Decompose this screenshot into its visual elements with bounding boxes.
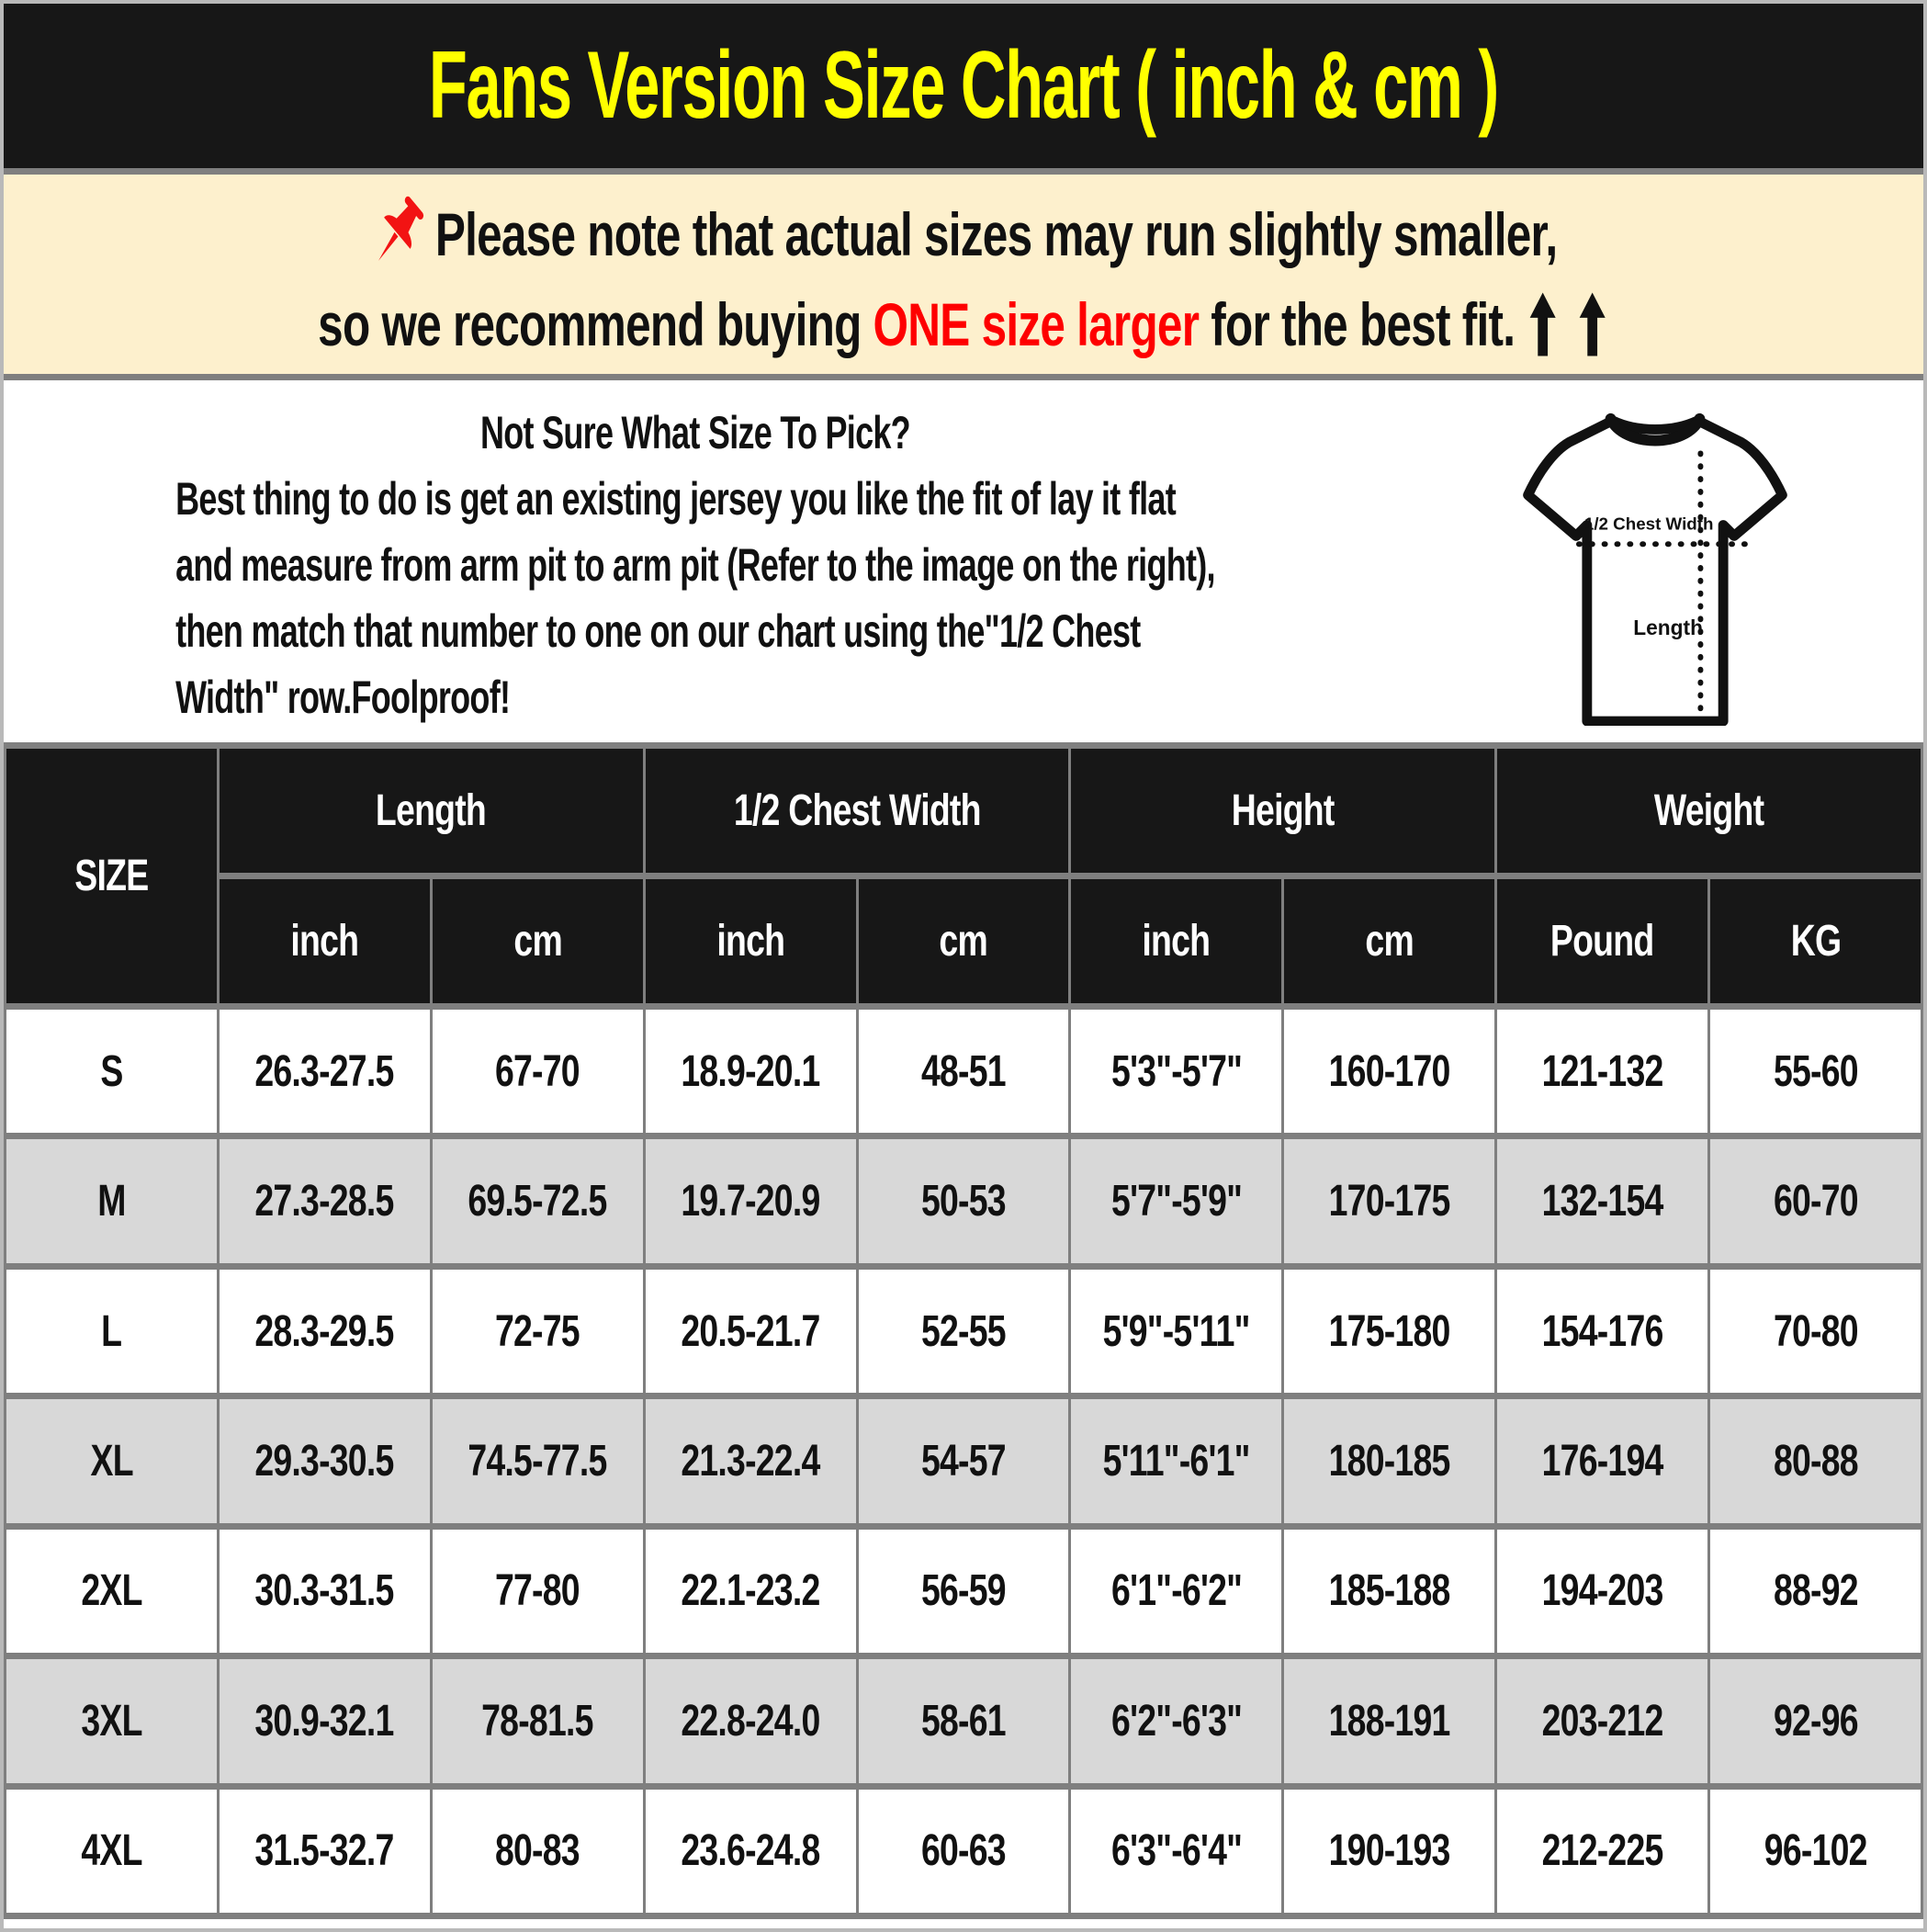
value-cell: 20.5-21.7: [644, 1266, 857, 1395]
value-cell: 31.5-32.7: [218, 1786, 431, 1915]
subcol-weight-pound: Pound: [1496, 876, 1709, 1007]
up-arrow-icon: [1577, 286, 1609, 363]
value-cell: 5'11"-6'1": [1070, 1396, 1283, 1526]
value-cell: 72-75: [431, 1266, 644, 1395]
value-cell: 54-57: [857, 1396, 1070, 1526]
value-cell: 56-59: [857, 1526, 1070, 1655]
guide-heading: Not Sure What Size To Pick?: [479, 407, 910, 458]
value-cell: 60-63: [857, 1786, 1070, 1915]
value-cell: 55-60: [1709, 1007, 1922, 1136]
value-cell: 203-212: [1496, 1656, 1709, 1786]
value-cell: 154-176: [1496, 1266, 1709, 1395]
chest-width-label: 1/2 Chest Width: [1583, 514, 1713, 534]
value-cell: 188-191: [1283, 1656, 1496, 1786]
value-cell: 48-51: [857, 1007, 1070, 1136]
value-cell: 160-170: [1283, 1007, 1496, 1136]
value-cell: 18.9-20.1: [644, 1007, 857, 1136]
guide-line: Best thing to do is get an existing jersey you like the fit of lay it flat: [175, 473, 1176, 525]
up-arrow-icon: [1527, 286, 1560, 363]
value-cell: 176-194: [1496, 1396, 1709, 1526]
value-cell: 22.8-24.0: [644, 1656, 857, 1786]
value-cell: 27.3-28.5: [218, 1136, 431, 1266]
size-cell: M: [6, 1136, 219, 1266]
value-cell: 212-225: [1496, 1786, 1709, 1915]
value-cell: 96-102: [1709, 1786, 1922, 1915]
page-title: Fans Version Size Chart ( inch & cm ): [428, 32, 1499, 139]
col-group-chest-width: 1/2 Chest Width: [644, 746, 1070, 876]
notice-line-2: [318, 286, 1608, 363]
value-cell: 30.9-32.1: [218, 1656, 431, 1786]
tshirt-diagram: [1386, 380, 1923, 742]
value-cell: 6'3"-6'4": [1070, 1786, 1283, 1915]
value-cell: 28.3-29.5: [218, 1266, 431, 1395]
table-row: [6, 1136, 1922, 1266]
value-cell: 5'9"-5'11": [1070, 1266, 1283, 1395]
value-cell: 26.3-27.5: [218, 1007, 431, 1136]
table-row: [6, 1266, 1922, 1395]
subcol-height-inch: inch: [1070, 876, 1283, 1007]
value-cell: 21.3-22.4: [644, 1396, 857, 1526]
subcol-length-cm: cm: [431, 876, 644, 1007]
notice-line-1: [370, 186, 1557, 282]
value-cell: 19.7-20.9: [644, 1136, 857, 1266]
value-cell: 185-188: [1283, 1526, 1496, 1655]
subcol-height-cm: cm: [1283, 876, 1496, 1007]
guide-line: then match that number to one on our chart using the"1/2 Chest: [175, 605, 1141, 657]
value-cell: 58-61: [857, 1656, 1070, 1786]
value-cell: 22.1-23.2: [644, 1526, 857, 1655]
table-row: [6, 1007, 1922, 1136]
size-cell: L: [6, 1266, 219, 1395]
value-cell: 6'2"-6'3": [1070, 1656, 1283, 1786]
value-cell: 50-53: [857, 1136, 1070, 1266]
subcol-length-inch: inch: [218, 876, 431, 1007]
notice-banner: [4, 175, 1923, 380]
subcol-chest-inch: inch: [644, 876, 857, 1007]
value-cell: 5'3"-5'7": [1070, 1007, 1283, 1136]
col-header-size: SIZE: [6, 746, 219, 1007]
col-group-length: Length: [218, 746, 644, 876]
value-cell: 70-80: [1709, 1266, 1922, 1395]
tshirt-icon: [1517, 406, 1793, 726]
value-cell: 80-88: [1709, 1396, 1922, 1526]
value-cell: 190-193: [1283, 1786, 1496, 1915]
double-up-arrow-icon: [1527, 286, 1609, 363]
guide-text: [4, 380, 1386, 742]
subcol-chest-cm: cm: [857, 876, 1070, 1007]
length-label: Length: [1632, 616, 1703, 640]
guide-section: [4, 380, 1923, 742]
size-cell: 4XL: [6, 1786, 219, 1915]
value-cell: 175-180: [1283, 1266, 1496, 1395]
table-row: [6, 1396, 1922, 1526]
table-row: [6, 1526, 1922, 1655]
table-body: [6, 1007, 1922, 1916]
size-cell: S: [6, 1007, 219, 1136]
guide-line: and measure from arm pit to arm pit (Refer to the image on the right),: [175, 539, 1215, 591]
notice-text-2-prefix: so we recommend buying: [318, 289, 873, 358]
notice-text-2-suffix: for the best fit.: [1199, 289, 1516, 358]
guide-lines: [0, 466, 1416, 730]
table-row: [6, 1656, 1922, 1786]
size-cell: 3XL: [6, 1656, 219, 1786]
value-cell: 77-80: [431, 1526, 644, 1655]
value-cell: 121-132: [1496, 1007, 1709, 1136]
table-row: [6, 1786, 1922, 1915]
value-cell: 88-92: [1709, 1526, 1922, 1655]
value-cell: 5'7"-5'9": [1070, 1136, 1283, 1266]
value-cell: 52-55: [857, 1266, 1070, 1395]
pushpin-icon: [370, 186, 431, 282]
subcol-weight-kg: KG: [1709, 876, 1922, 1007]
value-cell: 170-175: [1283, 1136, 1496, 1266]
value-cell: 80-83: [431, 1786, 644, 1915]
col-group-height: Height: [1070, 746, 1496, 876]
value-cell: 132-154: [1496, 1136, 1709, 1266]
table-header: [6, 746, 1922, 1007]
size-cell: XL: [6, 1396, 219, 1526]
notice-text-1: Please note that actual sizes may run slightly smaller,: [434, 199, 1558, 268]
value-cell: 67-70: [431, 1007, 644, 1136]
value-cell: 6'1"-6'2": [1070, 1526, 1283, 1655]
value-cell: 69.5-72.5: [431, 1136, 644, 1266]
value-cell: 74.5-77.5: [431, 1396, 644, 1526]
title-bar: [4, 4, 1923, 175]
value-cell: 92-96: [1709, 1656, 1922, 1786]
size-chart-table: [4, 742, 1923, 1919]
value-cell: 30.3-31.5: [218, 1526, 431, 1655]
value-cell: 78-81.5: [431, 1656, 644, 1786]
size-cell: 2XL: [6, 1526, 219, 1655]
col-group-weight: Weight: [1496, 746, 1922, 876]
guide-line: Width" row.Foolproof!: [175, 672, 510, 723]
value-cell: 23.6-24.8: [644, 1786, 857, 1915]
value-cell: 60-70: [1709, 1136, 1922, 1266]
value-cell: 194-203: [1496, 1526, 1709, 1655]
notice-highlight: ONE size larger: [873, 289, 1200, 358]
value-cell: 180-185: [1283, 1396, 1496, 1526]
value-cell: 29.3-30.5: [218, 1396, 431, 1526]
